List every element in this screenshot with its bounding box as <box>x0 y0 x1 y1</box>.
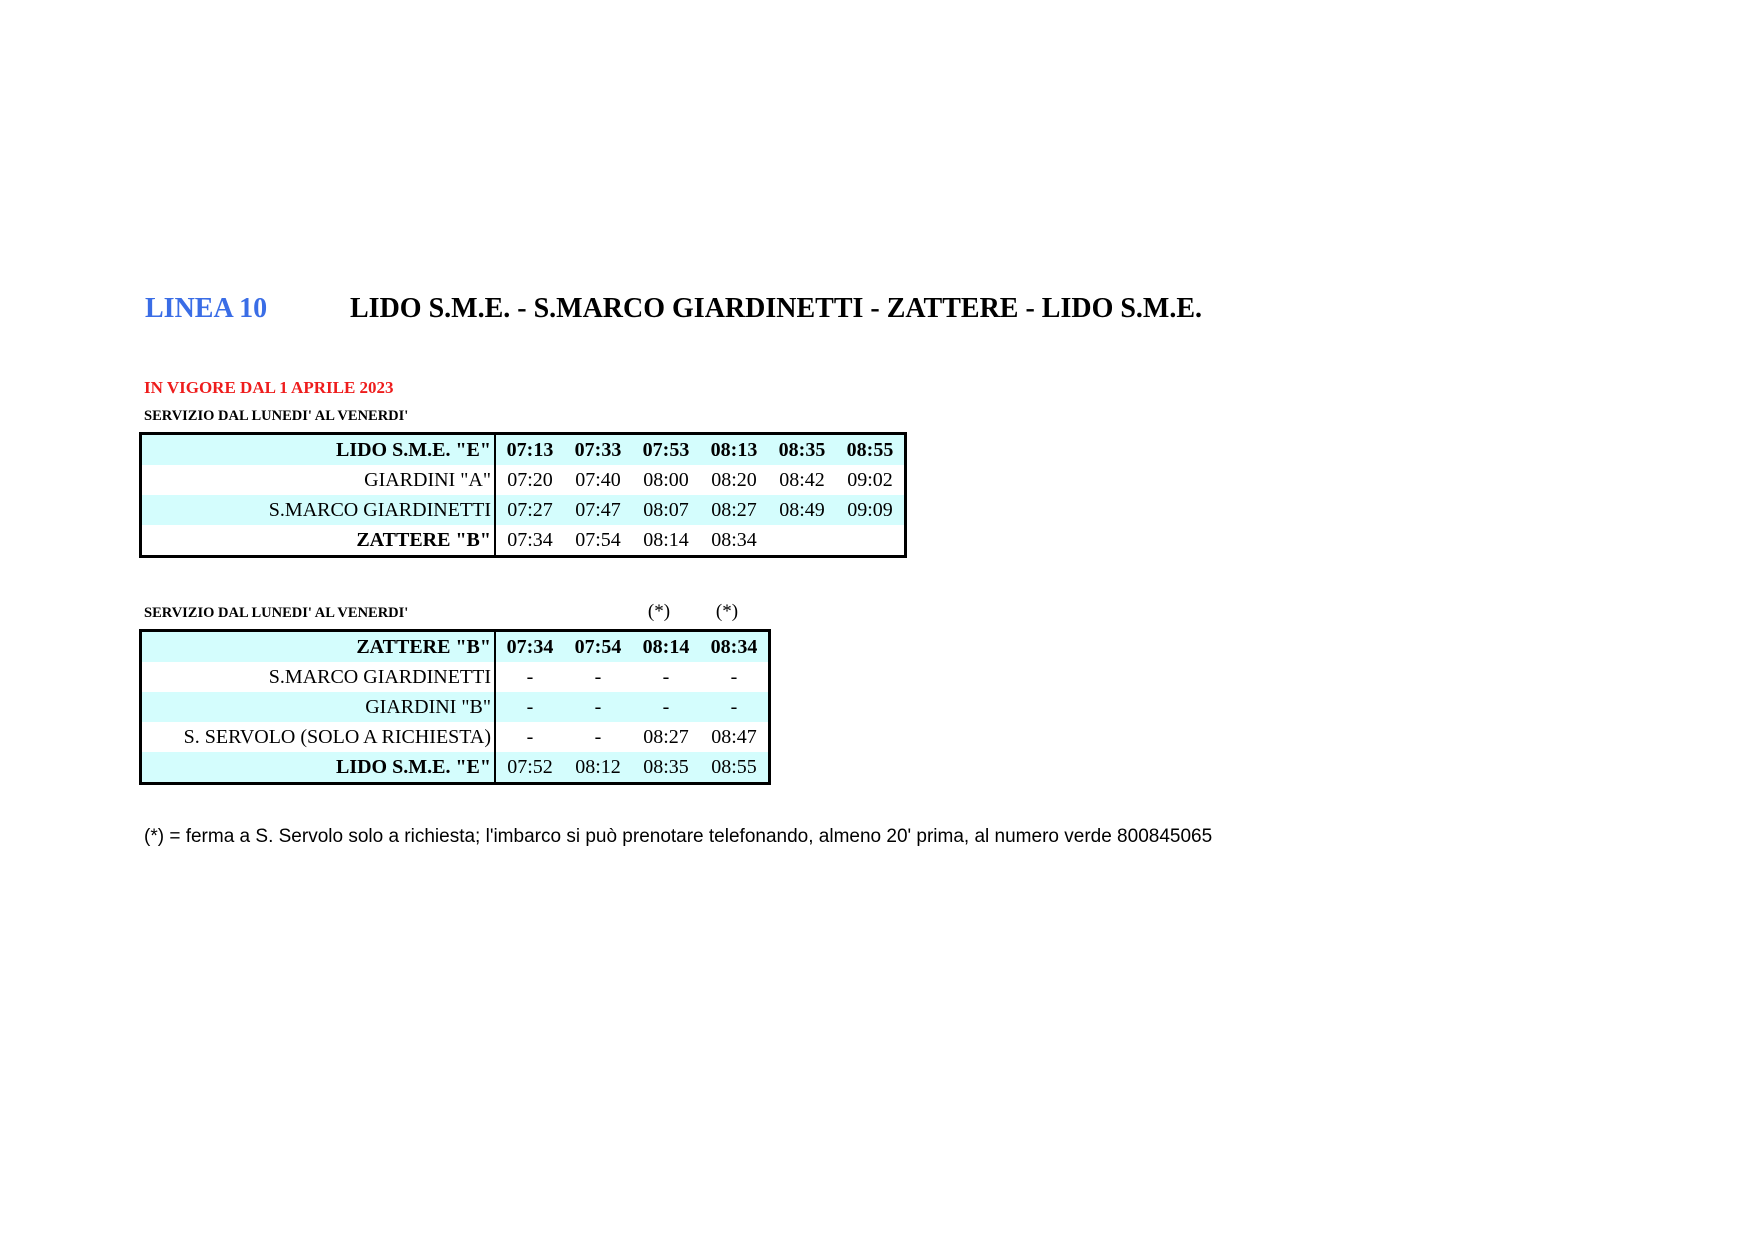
departure-time: 08:12 <box>564 752 632 784</box>
departure-time: 08:47 <box>700 722 770 752</box>
stop-name: LIDO S.M.E. "E" <box>141 434 496 466</box>
line-number-title: LINEA 10 <box>145 293 268 324</box>
departure-time: 07:40 <box>564 465 632 495</box>
departure-time: - <box>632 692 700 722</box>
departure-time <box>768 525 836 557</box>
route-title: LIDO S.M.E. - S.MARCO GIARDINETTI - ZATTERE - LIDO S.M.E. <box>350 293 1203 324</box>
departure-time: 08:14 <box>632 631 700 663</box>
departure-time: 07:34 <box>495 631 564 663</box>
table-row <box>141 495 906 525</box>
departure-time: 08:27 <box>700 495 768 525</box>
stop-name: S.MARCO GIARDINETTI <box>141 495 496 525</box>
stop-name: ZATTERE "B" <box>141 631 496 663</box>
stop-name: S. SERVOLO (SOLO A RICHIESTA) <box>141 722 496 752</box>
departure-time: 07:52 <box>495 752 564 784</box>
departure-time: 08:49 <box>768 495 836 525</box>
departure-time: 08:14 <box>632 525 700 557</box>
departure-time: 08:55 <box>836 434 906 466</box>
departure-time: - <box>564 722 632 752</box>
departure-time: 09:09 <box>836 495 906 525</box>
table-row <box>141 692 770 722</box>
departure-time: 08:34 <box>700 525 768 557</box>
table-row <box>141 525 906 557</box>
departure-time: 07:53 <box>632 434 700 466</box>
table-row <box>141 722 770 752</box>
departure-time: 08:00 <box>632 465 700 495</box>
timetable-outbound <box>139 432 907 558</box>
departure-time <box>836 525 906 557</box>
table-row <box>141 465 906 495</box>
column-note-marker: (*) <box>715 601 739 622</box>
departure-time: 07:47 <box>564 495 632 525</box>
footnote: (*) = ferma a S. Servolo solo a richiesta; l'imbarco si può prenotare telefonando, almeno 20' prima, al numero verde 800845065 <box>144 826 1213 847</box>
departure-time: 08:13 <box>700 434 768 466</box>
departure-time: - <box>700 662 770 692</box>
table-row <box>141 662 770 692</box>
column-note-marker: (*) <box>647 601 671 622</box>
departure-time: - <box>495 692 564 722</box>
departure-time: 07:20 <box>495 465 564 495</box>
service-days-label: SERVIZIO DAL LUNEDI' AL VENERDI' <box>144 408 409 424</box>
departure-time: 08:20 <box>700 465 768 495</box>
departure-time: - <box>564 662 632 692</box>
departure-time: 07:54 <box>564 631 632 663</box>
table-row <box>141 434 906 466</box>
service-days-label: SERVIZIO DAL LUNEDI' AL VENERDI' <box>144 605 409 621</box>
departure-time: 07:33 <box>564 434 632 466</box>
departure-time: - <box>564 692 632 722</box>
timetable-return <box>139 629 771 785</box>
stop-name: GIARDINI "A" <box>141 465 496 495</box>
departure-time: 08:35 <box>632 752 700 784</box>
stop-name: S.MARCO GIARDINETTI <box>141 662 496 692</box>
departure-time: - <box>495 722 564 752</box>
departure-time: 08:34 <box>700 631 770 663</box>
departure-time: - <box>495 662 564 692</box>
departure-time: 08:07 <box>632 495 700 525</box>
departure-time: 08:55 <box>700 752 770 784</box>
departure-time: 07:34 <box>495 525 564 557</box>
stop-name: ZATTERE "B" <box>141 525 496 557</box>
departure-time: 08:42 <box>768 465 836 495</box>
validity-date: IN VIGORE DAL 1 APRILE 2023 <box>144 378 394 397</box>
departure-time: 07:54 <box>564 525 632 557</box>
departure-time: 09:02 <box>836 465 906 495</box>
departure-time: 07:13 <box>495 434 564 466</box>
stop-name: GIARDINI "B" <box>141 692 496 722</box>
departure-time: 08:35 <box>768 434 836 466</box>
stop-name: LIDO S.M.E. "E" <box>141 752 496 784</box>
departure-time: - <box>632 662 700 692</box>
departure-time: 07:27 <box>495 495 564 525</box>
departure-time: - <box>700 692 770 722</box>
table-row <box>141 631 770 663</box>
departure-time: 08:27 <box>632 722 700 752</box>
table-row <box>141 752 770 784</box>
